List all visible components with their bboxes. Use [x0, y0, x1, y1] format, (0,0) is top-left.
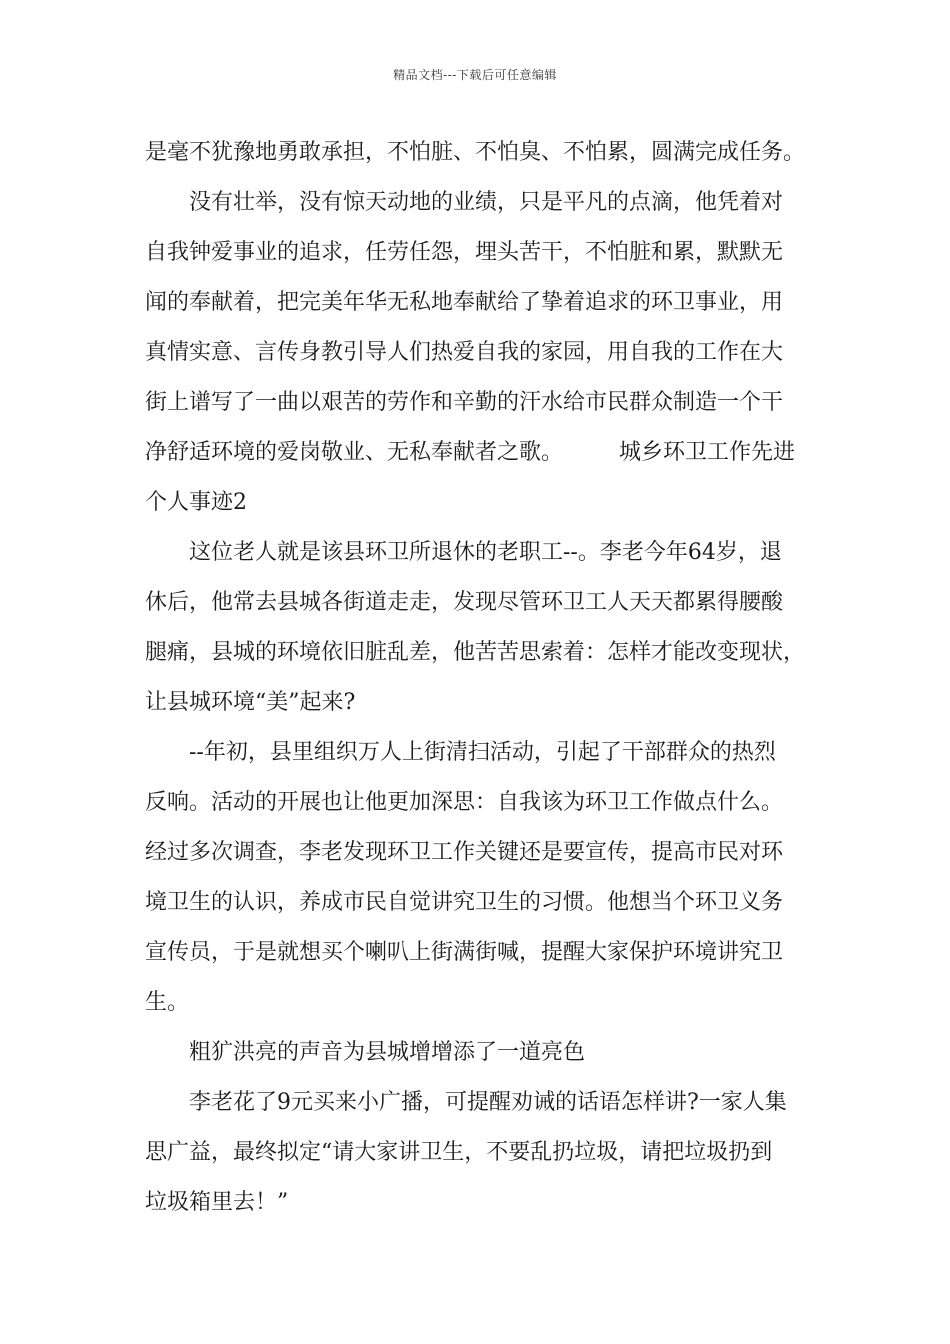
subheading-line: 粗犷洪亮的声音为县城增增添了一道亮色 [189, 1040, 586, 1065]
text-line: 没有壮举，没有惊天动地的业绩，只是平凡的点滴，他凭着对 [189, 190, 784, 215]
text-line: 休后，他常去县城各街道走走，发现尽管环卫工人天天都累得腰酸 [145, 590, 784, 615]
text-line: 生。 [145, 990, 190, 1015]
text-line: --年初，县里组织万人上街清扫活动，引起了干部群众的热烈 [189, 740, 776, 765]
text-line: 李老花了9元买来小广播，可提醒劝诫的话语怎样讲?一家人集 [189, 1090, 787, 1115]
text-line: 反响。活动的开展也让他更加深思：自我该为环卫工作做点什么。 [145, 790, 784, 815]
text-line: 垃圾箱里去！” [145, 1190, 289, 1215]
text-line: 这位老人就是该县环卫所退休的老职工--。李老今年64岁，退 [189, 540, 782, 565]
text-line: 闻的奉献着，把完美年华无私地奉献给了挚着追求的环卫事业，用 [145, 290, 784, 315]
text-line: 是毫不犹豫地勇敢承担，不怕脏、不怕臭、不怕累，圆满完成任务。 [145, 140, 806, 165]
text-line: 境卫生的认识，养成市民自觉讲究卫生的习惯。他想当个环卫义务 [145, 890, 784, 915]
text-line: 自我钟爱事业的追求，任劳任怨，埋头苦干，不怕脏和累，默默无 [145, 240, 784, 265]
text-line: 宣传员，于是就想买个喇叭上街满街喊，提醒大家保护环境讲究卫 [145, 940, 784, 965]
page-header: 精品文档---下载后可任意编辑 [393, 68, 557, 82]
document-body [145, 128, 817, 1228]
text-line: 净舒适环境的爱岗敬业、无私奉献者之歌。 城乡环卫工作先进 [145, 440, 795, 465]
text-line: 经过多次调查，李老发现环卫工作关键还是要宣传，提高市民对环 [145, 840, 784, 865]
text-line: 街上谱写了一曲以艰苦的劳作和辛勤的汗水给市民群众制造一个干 [145, 390, 784, 415]
text-line: 让县城环境“美”起来? [145, 690, 356, 715]
text-line: 真情实意、言传身教引导人们热爱自我的家园，用自我的工作在大 [145, 340, 784, 365]
text-line: 个人事迹2 [145, 490, 247, 515]
text-line: 思广益，最终拟定“请大家讲卫生，不要乱扔垃圾，请把垃圾扔到 [145, 1140, 773, 1165]
text-line: 腿痛，县城的环境依旧脏乱差，他苦苦思索着：怎样才能改变现状， [145, 640, 806, 665]
